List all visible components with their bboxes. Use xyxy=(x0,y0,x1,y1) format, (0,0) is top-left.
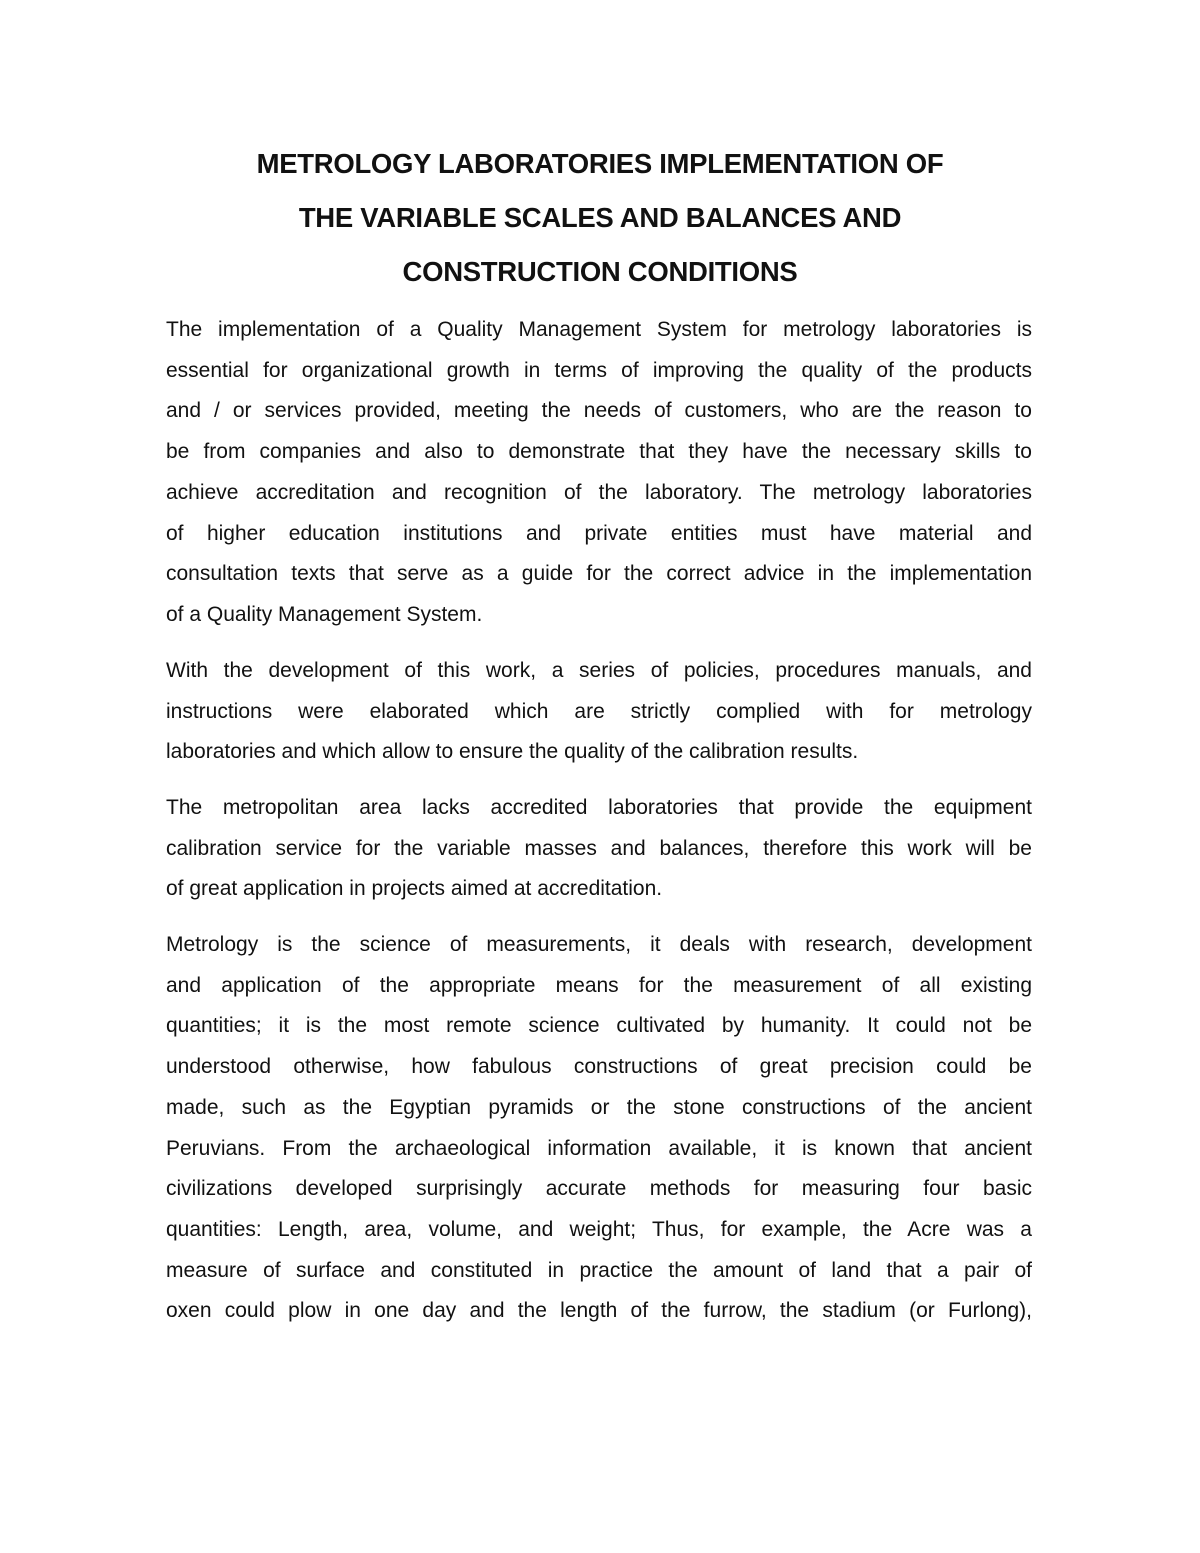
title-line: THE VARIABLE SCALES AND BALANCES AND xyxy=(298,202,902,233)
text-line: Peruvians. From the archaeological information available, it is known that ancient xyxy=(166,1136,1032,1160)
text-line: quantities: Length, area, volume, and weight; Thus, for example, the Acre was a xyxy=(166,1217,1032,1241)
text-line: understood otherwise, how fabulous constructions of great precision could be xyxy=(166,1055,1032,1079)
paragraph-metropolitan-area xyxy=(166,788,1032,910)
text-line: calibration service for the variable masses and balances, therefore this work will be xyxy=(166,836,1032,860)
paragraph-quality-management xyxy=(166,310,1032,636)
text-line: be from companies and also to demonstrate that they have the necessary skills to xyxy=(166,440,1032,464)
text-line: of great application in projects aimed at accreditation. xyxy=(166,877,663,901)
paragraph-metrology-science xyxy=(166,925,1032,1332)
text-line: achieve accreditation and recognition of the laboratory. The metrology laboratories xyxy=(166,480,1032,504)
text-line: laboratories and which allow to ensure the quality of the calibration results. xyxy=(166,740,859,764)
document-title xyxy=(166,137,1034,299)
paragraph-policies xyxy=(166,651,1032,773)
text-line: and application of the appropriate means for the measurement of all existing xyxy=(166,973,1032,997)
text-line: essential for organizational growth in terms of improving the quality of the products xyxy=(166,358,1032,382)
text-line: of higher education institutions and private entities must have material and xyxy=(166,521,1032,545)
text-line: made, such as the Egyptian pyramids or the stone constructions of the ancient xyxy=(166,1095,1032,1119)
text-line: of a Quality Management System. xyxy=(166,602,483,626)
text-line: The metropolitan area lacks accredited laboratories that provide the equipment xyxy=(166,796,1032,819)
text-line: and / or services provided, meeting the needs of customers, who are the reason to xyxy=(166,399,1032,423)
title-line: METROLOGY LABORATORIES IMPLEMENTATION OF xyxy=(256,148,944,179)
text-line: consultation texts that serve as a guide for the correct advice in the implementation xyxy=(166,562,1032,586)
text-line: Metrology is the science of measurements, it deals with research, development xyxy=(166,933,1032,956)
text-line: With the development of this work, a series of policies, procedures manuals, and xyxy=(166,659,1032,682)
title-line: CONSTRUCTION CONDITIONS xyxy=(402,256,798,287)
text-line: oxen could plow in one day and the length of the furrow, the stadium (or Furlong), xyxy=(166,1299,1032,1323)
text-line: civilizations developed surprisingly accurate methods for measuring four basic xyxy=(166,1177,1032,1201)
text-line: measure of surface and constituted in practice the amount of land that a pair of xyxy=(166,1258,1032,1282)
text-line: instructions were elaborated which are strictly complied with for metrology xyxy=(166,699,1032,723)
text-line: quantities; it is the most remote science cultivated by humanity. It could not be xyxy=(166,1014,1032,1038)
text-line: The implementation of a Quality Management System for metrology laboratories is xyxy=(166,318,1032,341)
